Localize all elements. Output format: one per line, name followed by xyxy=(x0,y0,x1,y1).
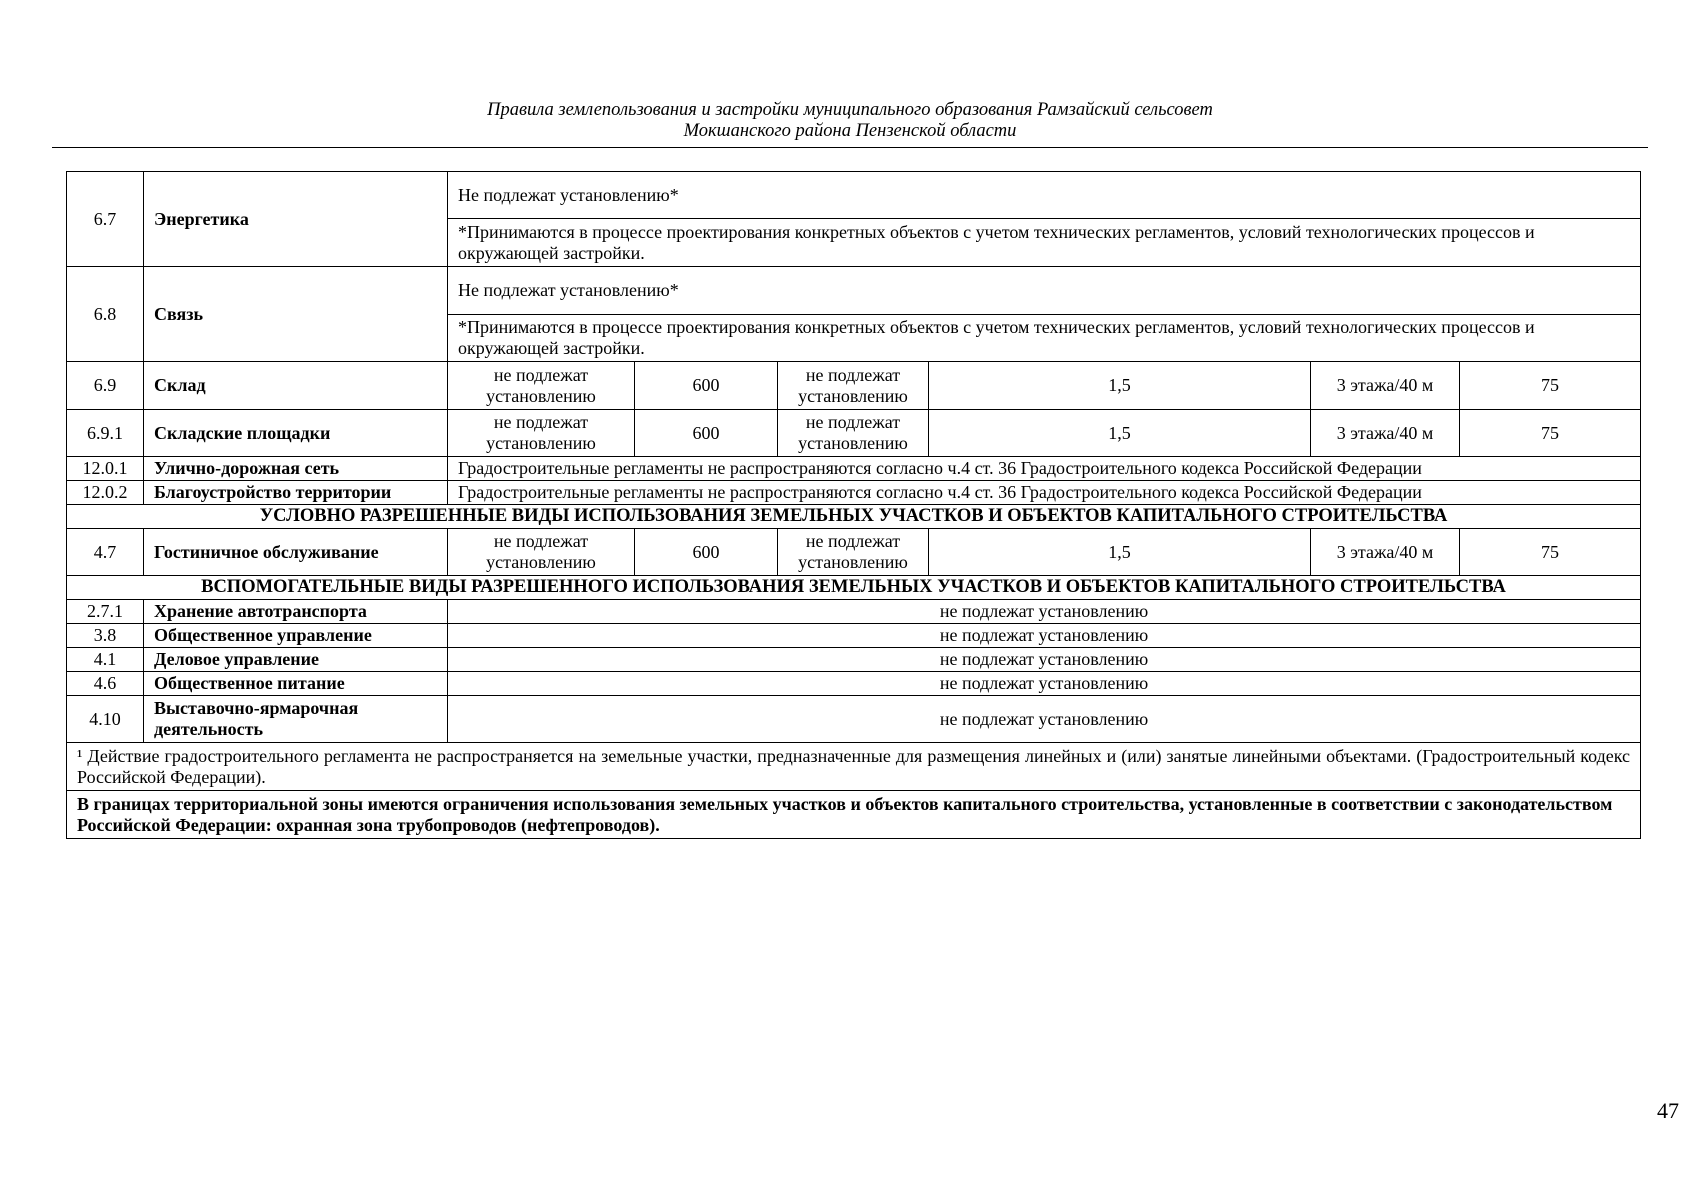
row-value: Градостроительные регламенты не распространяются согласно ч.4 ст. 36 Градостроительного кодекса Российской Федерации xyxy=(448,457,1641,481)
row-name: Общественное питание xyxy=(144,672,448,696)
section-heading-conditional: УСЛОВНО РАЗРЕШЕННЫЕ ВИДЫ ИСПОЛЬЗОВАНИЯ ЗЕМЕЛЬНЫХ УЧАСТКОВ И ОБЪЕКТОВ КАПИТАЛЬНОГО СТРОИТЕЛЬСТВА xyxy=(67,505,1641,529)
row-value: Не подлежат установлению* xyxy=(448,172,1641,219)
cell: 1,5 xyxy=(929,362,1311,410)
table-row xyxy=(67,172,1641,219)
restriction-row xyxy=(67,791,1641,839)
cell: 1,5 xyxy=(929,410,1311,457)
row-name: Хранение автотранспорта xyxy=(144,600,448,624)
row-value: не подлежат установлению xyxy=(448,600,1641,624)
row-note: *Принимаются в процессе проектирования конкретных объектов с учетом технических регламентов, условий технологических процессов и окружающей застройки. xyxy=(448,219,1641,267)
table-row xyxy=(67,672,1641,696)
cell: не подлежат установлению xyxy=(778,362,929,410)
footnote-row xyxy=(67,743,1641,791)
cell: 600 xyxy=(635,362,778,410)
row-code: 4.6 xyxy=(67,672,144,696)
table-row xyxy=(67,529,1641,576)
row-name: Энергетика xyxy=(144,172,448,267)
cell: 1,5 xyxy=(929,529,1311,576)
regulations-table xyxy=(66,171,1641,839)
table-row xyxy=(67,267,1641,315)
cell: не подлежат установлению xyxy=(448,362,635,410)
row-code: 2.7.1 xyxy=(67,600,144,624)
cell: не подлежат установлению xyxy=(778,529,929,576)
row-code: 4.1 xyxy=(67,648,144,672)
row-code: 4.7 xyxy=(67,529,144,576)
cell: 3 этажа/40 м xyxy=(1311,529,1460,576)
table-row xyxy=(67,600,1641,624)
table-row xyxy=(67,457,1641,481)
document-header xyxy=(52,100,1648,142)
row-note: *Принимаются в процессе проектирования конкретных объектов с учетом технических регламентов, условий технологических процессов и окружающей застройки. xyxy=(448,315,1641,362)
row-name: Общественное управление xyxy=(144,624,448,648)
cell: не подлежат установлению xyxy=(448,410,635,457)
cell: не подлежат установлению xyxy=(448,529,635,576)
table-row xyxy=(67,624,1641,648)
table-row xyxy=(67,696,1641,743)
section-heading-auxiliary: ВСПОМОГАТЕЛЬНЫЕ ВИДЫ РАЗРЕШЕННОГО ИСПОЛЬЗОВАНИЯ ЗЕМЕЛЬНЫХ УЧАСТКОВ И ОБЪЕКТОВ КАПИТАЛЬНОГО СТРОИТЕЛЬСТВА xyxy=(67,576,1641,600)
table-row xyxy=(67,481,1641,505)
row-code: 3.8 xyxy=(67,624,144,648)
cell: 600 xyxy=(635,410,778,457)
row-value: не подлежат установлению xyxy=(448,696,1641,743)
table-row xyxy=(67,410,1641,457)
section-heading-row xyxy=(67,505,1641,529)
header-line-1: Правила землепользования и застройки муниципального образования Рамзайский сельсовет xyxy=(487,100,1213,120)
row-code: 6.7 xyxy=(67,172,144,267)
cell: 3 этажа/40 м xyxy=(1311,362,1460,410)
row-name: Склад xyxy=(144,362,448,410)
header-rule xyxy=(52,147,1648,148)
row-name: Связь xyxy=(144,267,448,362)
row-name: Благоустройство территории xyxy=(144,481,448,505)
header-line-2: Мокшанского района Пензенской области xyxy=(683,121,1017,141)
page-number: 47 xyxy=(1657,1098,1679,1123)
row-value: не подлежат установлению xyxy=(448,624,1641,648)
row-name: Выставочно-ярмарочная деятельность xyxy=(144,696,448,743)
row-name: Улично-дорожная сеть xyxy=(144,457,448,481)
row-value: Не подлежат установлению* xyxy=(448,267,1641,315)
cell: 75 xyxy=(1460,529,1641,576)
table-row xyxy=(67,648,1641,672)
row-code: 4.10 xyxy=(67,696,144,743)
row-code: 6.9.1 xyxy=(67,410,144,457)
row-code: 6.9 xyxy=(67,362,144,410)
cell: 75 xyxy=(1460,362,1641,410)
row-name: Складские площадки xyxy=(144,410,448,457)
row-name: Гостиничное обслуживание xyxy=(144,529,448,576)
row-code: 6.8 xyxy=(67,267,144,362)
row-value: не подлежат установлению xyxy=(448,672,1641,696)
section-heading-row xyxy=(67,576,1641,600)
cell: 3 этажа/40 м xyxy=(1311,410,1460,457)
cell: 600 xyxy=(635,529,778,576)
cell: не подлежат установлению xyxy=(778,410,929,457)
row-name: Деловое управление xyxy=(144,648,448,672)
table-row xyxy=(67,362,1641,410)
row-code: 12.0.1 xyxy=(67,457,144,481)
cell: 75 xyxy=(1460,410,1641,457)
row-value: не подлежат установлению xyxy=(448,648,1641,672)
footnote: ¹ Действие градостроительного регламента не распространяется на земельные участки, предназначенные для размещения линейных и (или) занятые линейными объектами. (Градостроительный кодекс Российской Федерации). xyxy=(67,743,1641,791)
restriction-note: В границах территориальной зоны имеются ограничения использования земельных участков и объектов капитального строительства, установленные в соответствии с законодательством Российской Федерации: охранная зона трубопроводов (нефтепроводов). xyxy=(67,791,1641,839)
row-code: 12.0.2 xyxy=(67,481,144,505)
row-value: Градостроительные регламенты не распространяются согласно ч.4 ст. 36 Градостроительного кодекса Российской Федерации xyxy=(448,481,1641,505)
